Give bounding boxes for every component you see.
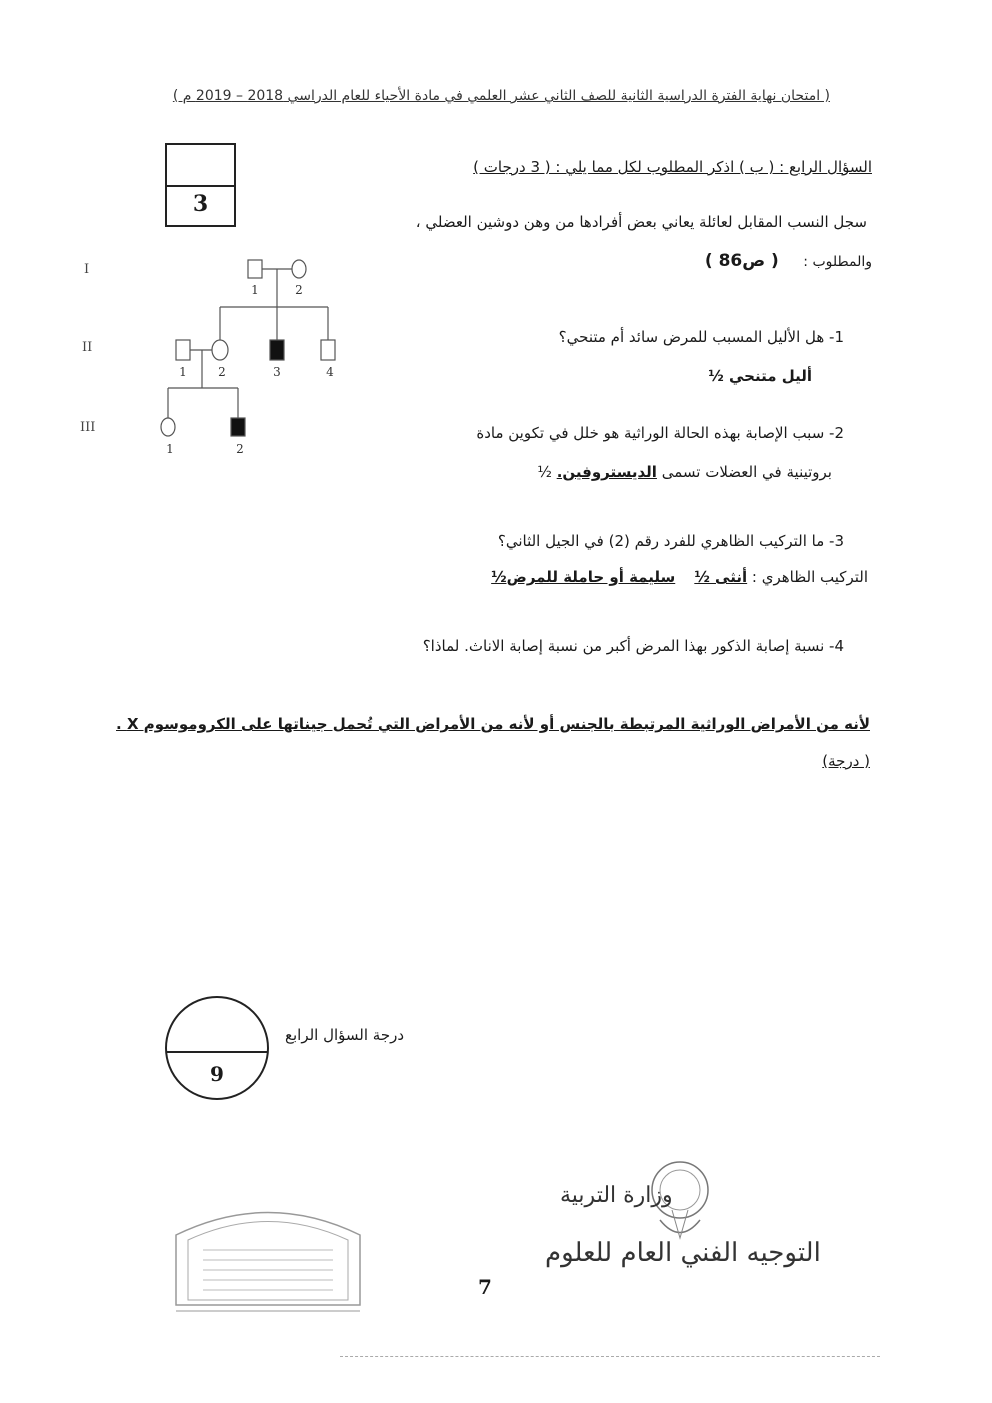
pedigree-label: 1 — [251, 283, 259, 297]
total-score-circle — [165, 996, 269, 1100]
score-box-divider — [167, 185, 234, 187]
answer-1: أليل متنحي ½ — [708, 367, 812, 385]
pedigree-label: 2 — [236, 442, 244, 456]
score-box-value: 3 — [192, 191, 209, 217]
gen1-female-unaffected — [292, 260, 306, 278]
exam-header: ( امتحان نهاية الفترة الدراسية الثانية للصف الثاني عشر العلمي في مادة الأحياء للعام الدراسي 2018 – 2019 م ) — [172, 88, 830, 104]
gen2-3-male-affected — [270, 340, 284, 360]
pedigree-label: 1 — [179, 365, 187, 379]
answer-2-mark: ½ — [537, 463, 552, 481]
question-title — [473, 158, 872, 176]
ministry-name: وزارة التربية — [560, 1183, 673, 1208]
question-1: 1- هل الأليل المسبب للمرض سائد أم متنحي؟ — [558, 328, 844, 346]
generation-label-2: II — [82, 340, 93, 355]
pedigree-label: 4 — [326, 365, 334, 379]
question-2-prefix: بروتينية في العضلات تسمى — [661, 463, 832, 481]
gen2-1-male-unaffected — [176, 340, 190, 360]
pedigree-label: 3 — [273, 365, 281, 379]
gen2-2-female-carrier — [212, 340, 228, 360]
total-score-label: درجة السؤال الرابع — [285, 1026, 405, 1044]
question-4: 4- نسبة إصابة الذكور بهذا المرض أكبر من نسبة إصابة الاناث. لماذا؟ — [422, 637, 844, 655]
pedigree-label: 2 — [218, 365, 226, 379]
question-title-text: السؤال الرابع : ( ب ) اذكر المطلوب لكل مما يلي : ( 3 درجات ) — [473, 158, 872, 176]
answer-2: الديستروفين. — [556, 463, 657, 481]
question-intro-line1: سجل النسب المقابل لعائلة يعاني بعض أفرادها من وهن دوشين العضلي ، — [415, 213, 867, 231]
pedigree-label: 1 — [166, 442, 174, 456]
pedigree-chart — [150, 252, 360, 462]
generation-label-1: I — [84, 262, 90, 277]
question-score-box — [165, 143, 236, 227]
footer-divider — [340, 1356, 880, 1357]
question-2-line1: 2- سبب الإصابة بهذه الحالة الوراثية هو خلل في تكوين مادة — [476, 424, 844, 442]
department-name: التوجيه الفني العام للعلوم — [545, 1238, 821, 1268]
gen2-4-male-unaffected — [321, 340, 335, 360]
total-score-value: 9 — [210, 1062, 224, 1086]
question-2-line2 — [537, 463, 832, 481]
answer-4: لأنه من الأمراض الوراثية المرتبطة بالجنس أو لأنه من الأمراض التي تُحمل جيناتها على الكروموسوم X . — [116, 715, 870, 733]
gen1-male-unaffected — [248, 260, 262, 278]
generation-label-3: III — [80, 420, 96, 435]
question-3: 3- ما التركيب الظاهري للفرد رقم (2) في الجيل الثاني؟ — [497, 532, 844, 550]
total-score-divider — [167, 1051, 267, 1053]
answer-3-part1: أنثى ½ — [694, 568, 748, 586]
gen3-2-male-affected — [231, 418, 245, 436]
page-reference: ( ص86 ) — [704, 251, 779, 271]
question-intro-line2 — [705, 251, 872, 271]
intro-required-label: والمطلوب : — [803, 254, 872, 270]
answer-4-mark: ( درجة) — [822, 752, 870, 770]
pedigree-label: 2 — [295, 283, 303, 297]
answer-3 — [491, 568, 868, 586]
answer-3-part2: سليمة أو حاملة للمرض½ — [491, 568, 676, 586]
official-stamp-icon — [168, 1195, 368, 1317]
page-number: 7 — [478, 1275, 492, 1299]
answer-3-prefix: التركيب الظاهري : — [751, 568, 868, 586]
gen3-1-female-unaffected — [161, 418, 175, 436]
